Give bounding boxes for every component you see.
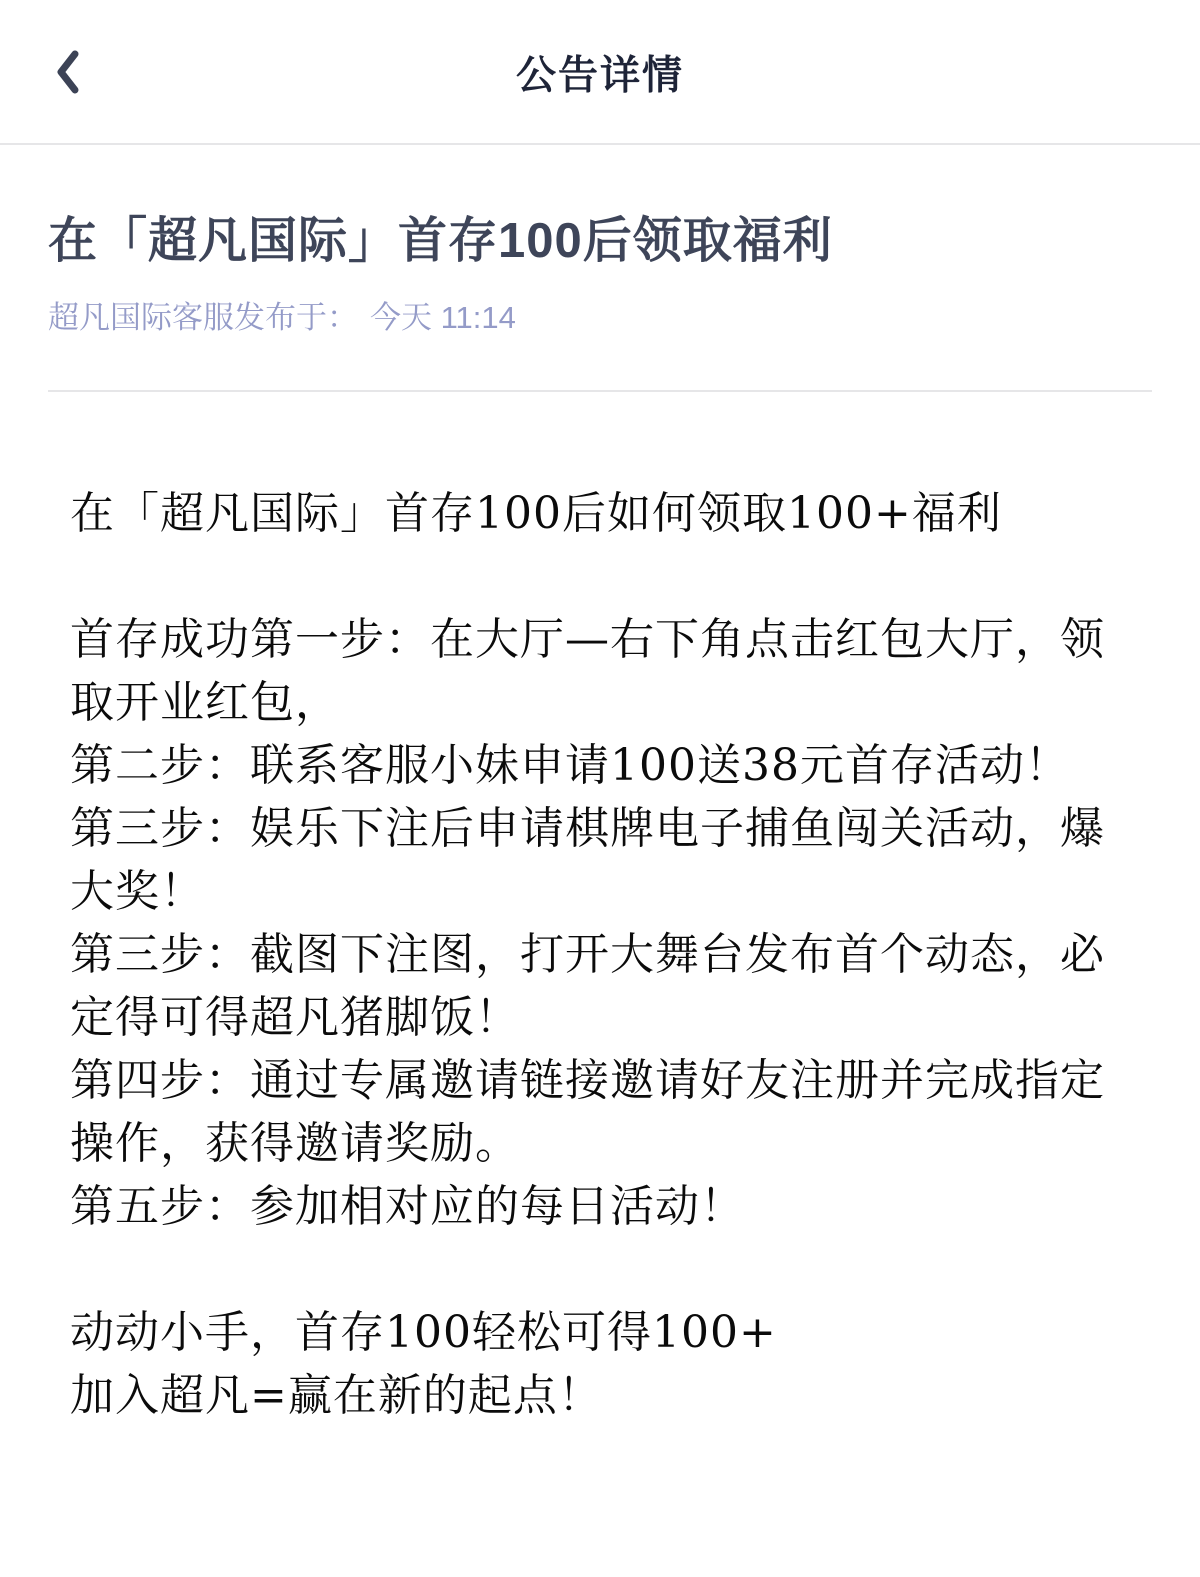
body-line: 第三步：娱乐下注后申请棋牌电子捕鱼闯关活动，爆 bbox=[70, 803, 1105, 854]
body-line: 第五步：参加相对应的每日活动！ bbox=[70, 1181, 745, 1232]
page-title: 公告详情 bbox=[516, 53, 684, 97]
body-line: 操作，获得邀请奖励。 bbox=[70, 1118, 520, 1169]
navbar bbox=[0, 0, 1200, 145]
publish-time: 今天 11:14 bbox=[370, 300, 516, 335]
body-line: 在「超凡国际」首存100后如何领取100+福利 bbox=[70, 488, 1002, 539]
announcement-content bbox=[0, 211, 1200, 1427]
body-line: 首存成功第一步：在大厅—右下角点击红包大厅，领 bbox=[70, 614, 1105, 665]
meta-divider bbox=[48, 390, 1152, 392]
body-line: 大奖！ bbox=[70, 866, 205, 917]
article-body bbox=[48, 482, 1152, 1427]
body-line: 定得可得超凡猪脚饭！ bbox=[70, 992, 520, 1043]
body-line: 第三步：截图下注图，打开大舞台发布首个动态，必 bbox=[70, 929, 1105, 980]
body-line: 动动小手，首存100轻松可得100+ bbox=[70, 1307, 777, 1358]
announcement-title: 在「超凡国际」首存100后领取福利 bbox=[48, 214, 833, 268]
body-paragraph bbox=[70, 608, 1110, 1238]
body-line: 取开业红包， bbox=[70, 677, 340, 728]
body-paragraph bbox=[70, 482, 1110, 545]
announcement-meta bbox=[48, 296, 1152, 340]
publisher-label: 超凡国际客服发布于： bbox=[48, 300, 358, 335]
body-line: 第四步：通过专属邀请链接邀请好友注册并完成指定 bbox=[70, 1055, 1105, 1106]
body-line: 加入超凡=赢在新的起点！ bbox=[70, 1370, 603, 1421]
body-line: 第二步：联系客服小妹申请100送38元首存活动！ bbox=[70, 740, 1070, 791]
body-paragraph bbox=[70, 1301, 1110, 1427]
